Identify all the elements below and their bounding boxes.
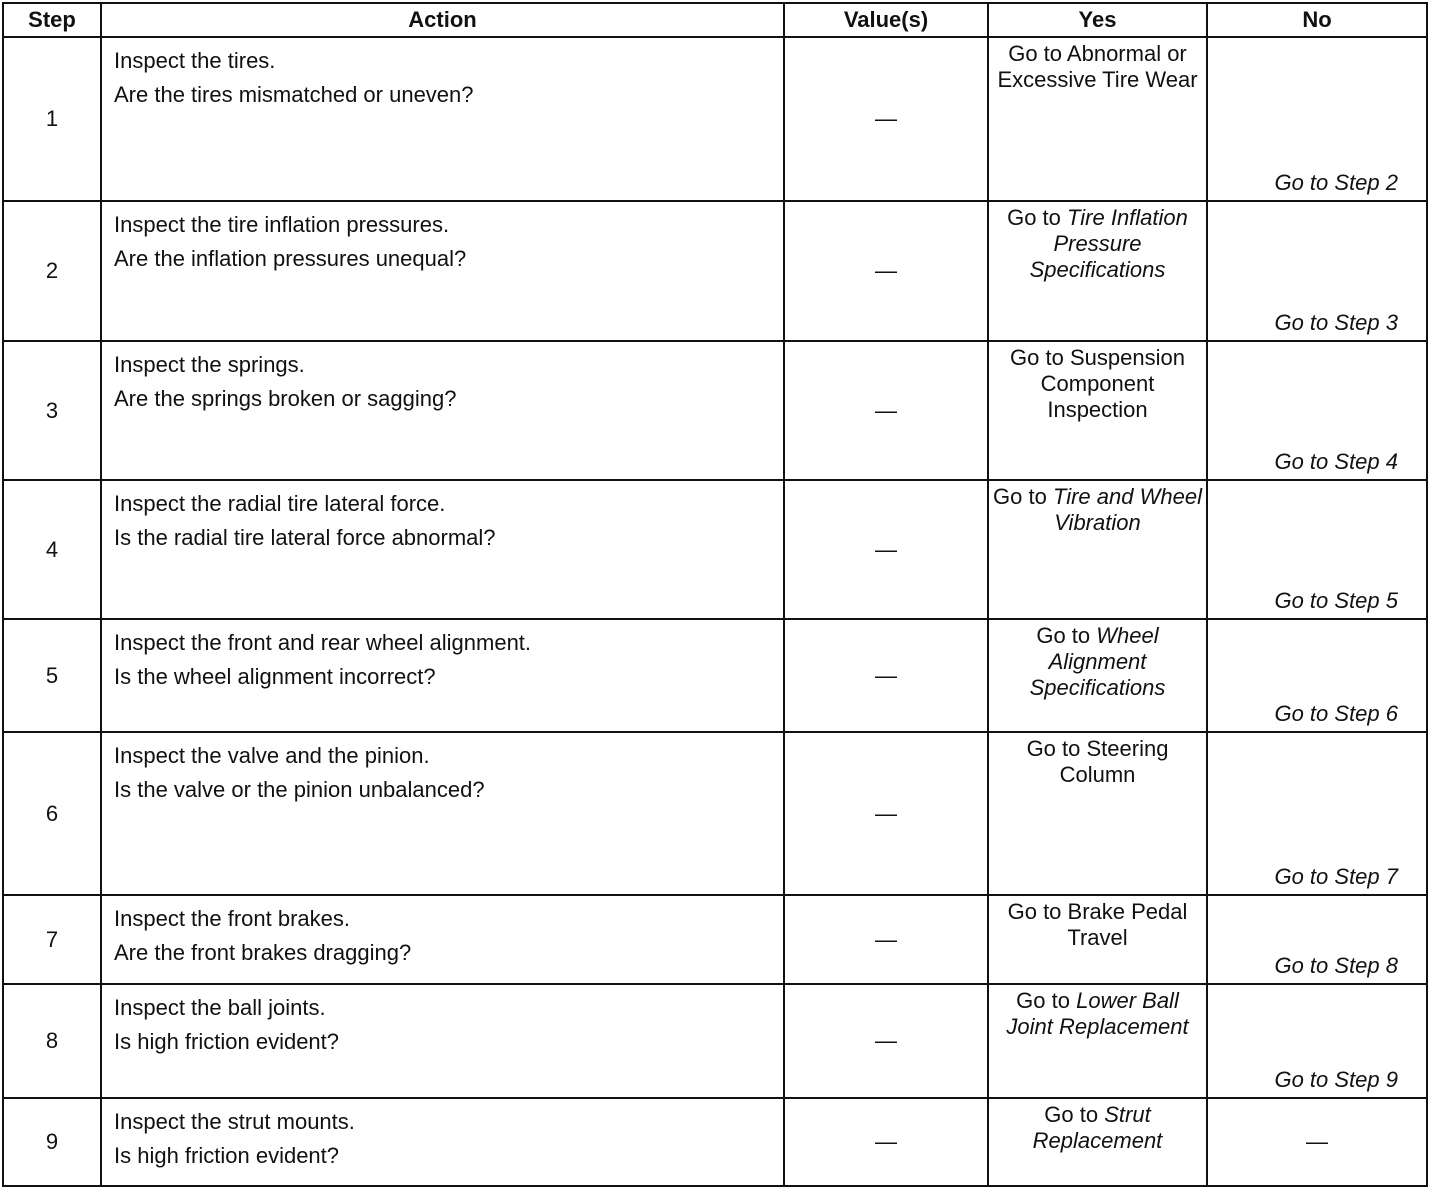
value-cell: — [784,480,988,619]
action-question: Is the wheel alignment incorrect? [114,664,436,689]
yes-text: Go to Brake Pedal Travel [1007,899,1188,950]
header-values: Value(s) [784,3,988,37]
no-next-step[interactable]: Go to Step 2 [1274,170,1398,195]
action-instruction: Inspect the valve and the pinion. [114,743,430,768]
action-cell [101,37,784,201]
step-number: 4 [3,480,101,619]
no-next-step[interactable]: Go to Step 6 [1274,701,1398,726]
value-cell: — [784,1098,988,1186]
action-cell [101,201,784,341]
no-value: — [1306,1129,1328,1154]
yes-reference-link[interactable]: Wheel Alignment Specifications [1029,623,1166,700]
action-question: Are the springs broken or sagging? [114,386,457,411]
step-number: 3 [3,341,101,480]
action-instruction: Inspect the ball joints. [114,995,326,1020]
yes-text: Go to [1007,205,1061,230]
table-row [3,619,1427,732]
diagnostic-table [2,2,1428,1187]
step-number: 5 [3,619,101,732]
yes-reference-link[interactable]: Lower Ball Joint Replacement [1006,988,1189,1039]
yes-cell [988,895,1207,984]
yes-reference-link[interactable]: Tire Inflation Pressure Specifications [1029,205,1188,282]
step-number: 9 [3,1098,101,1186]
action-cell [101,1098,784,1186]
no-cell [1207,341,1427,480]
no-next-step[interactable]: Go to Step 9 [1274,1067,1398,1092]
table-row [3,201,1427,341]
table-row [3,341,1427,480]
action-instruction: Inspect the tire inflation pressures. [114,212,450,237]
no-cell [1207,619,1427,732]
action-instruction: Inspect the tires. [114,48,276,73]
action-instruction: Inspect the springs. [114,352,305,377]
no-cell [1207,984,1427,1098]
value-cell: — [784,732,988,895]
action-instruction: Inspect the front and rear wheel alignment. [114,630,532,655]
header-step: Step [3,3,101,37]
action-question: Is the radial tire lateral force abnormal? [114,525,496,550]
header-no: No [1207,3,1427,37]
no-next-step[interactable]: Go to Step 5 [1274,588,1398,613]
yes-cell [988,619,1207,732]
no-next-step[interactable]: Go to Step 3 [1274,310,1398,335]
value-cell: — [784,341,988,480]
action-question: Are the front brakes dragging? [114,940,412,965]
yes-text: Go to Steering Column [1026,736,1169,787]
no-cell [1207,37,1427,201]
table-row [3,895,1427,984]
header-yes: Yes [988,3,1207,37]
action-instruction: Inspect the front brakes. [114,906,351,931]
action-instruction: Inspect the strut mounts. [114,1109,355,1134]
yes-reference-link[interactable]: Tire and Wheel Vibration [1052,484,1202,535]
table-row [3,984,1427,1098]
action-question: Are the inflation pressures unequal? [114,246,467,271]
no-cell [1207,201,1427,341]
yes-cell [988,1098,1207,1186]
yes-text: Go to [1044,1102,1099,1127]
action-cell [101,619,784,732]
value-cell: — [784,201,988,341]
step-number: 8 [3,984,101,1098]
header-action: Action [101,3,784,37]
no-cell [1207,895,1427,984]
action-cell [101,895,784,984]
step-number: 1 [3,37,101,201]
yes-text: Go to Abnormal or Excessive Tire Wear [997,41,1198,92]
action-question: Are the tires mismatched or uneven? [114,82,474,107]
yes-text: Go to Suspension Component Inspection [1010,345,1185,422]
yes-cell [988,732,1207,895]
yes-text: Go to [1036,623,1091,648]
action-question: Is the valve or the pinion unbalanced? [114,777,485,802]
table-header-row [3,3,1427,37]
diagnostic-table-sheet [2,2,1428,1187]
table-row [3,480,1427,619]
table-row [3,732,1427,895]
action-cell [101,341,784,480]
value-cell: — [784,619,988,732]
no-next-step[interactable]: Go to Step 7 [1274,864,1398,889]
action-instruction: Inspect the radial tire lateral force. [114,491,446,516]
no-cell [1207,1098,1427,1186]
action-cell [101,480,784,619]
value-cell: — [784,895,988,984]
action-question: Is high friction evident? [114,1029,340,1054]
no-cell [1207,732,1427,895]
yes-cell [988,480,1207,619]
value-cell: — [784,984,988,1098]
yes-cell [988,984,1207,1098]
step-number: 7 [3,895,101,984]
table-row [3,1098,1427,1186]
step-number: 2 [3,201,101,341]
yes-cell [988,201,1207,341]
action-cell [101,984,784,1098]
yes-text: Go to [993,484,1047,509]
no-cell [1207,480,1427,619]
table-body [3,37,1427,1186]
table-row [3,37,1427,201]
step-number: 6 [3,732,101,895]
no-next-step[interactable]: Go to Step 4 [1274,449,1398,474]
yes-cell [988,37,1207,201]
no-next-step[interactable]: Go to Step 8 [1274,953,1398,978]
yes-cell [988,341,1207,480]
yes-text: Go to [1016,988,1070,1013]
value-cell: — [784,37,988,201]
action-cell [101,732,784,895]
action-question: Is high friction evident? [114,1143,340,1168]
yes-reference-link[interactable]: Strut Replacement [1032,1102,1163,1153]
